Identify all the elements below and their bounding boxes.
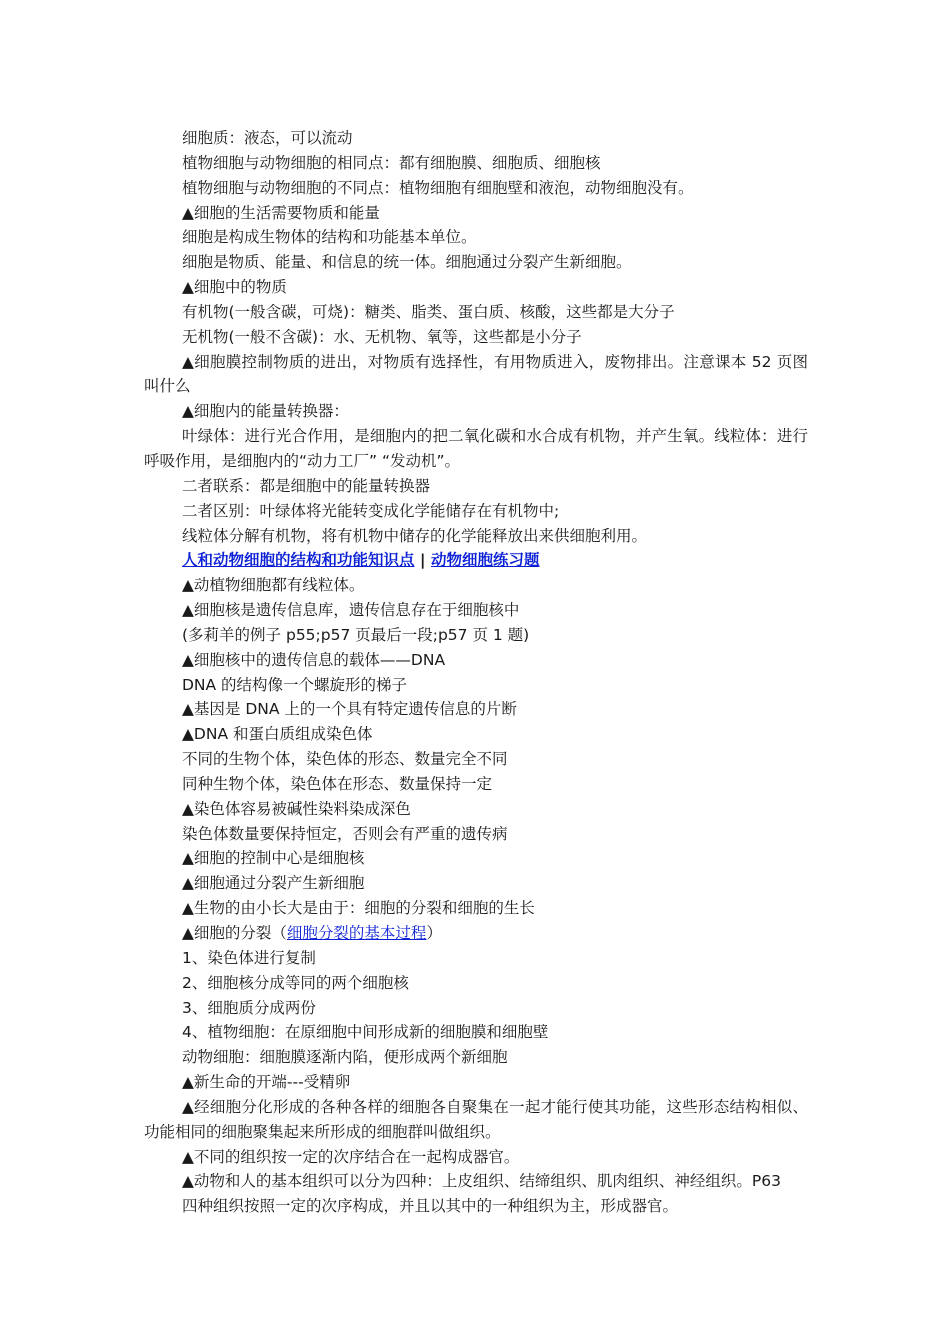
text-line: 线粒体分解有机物，将有机物中储存的化学能释放出来供细胞利用。 (182, 526, 648, 545)
exercises-link[interactable]: 动物细胞练习题 (430, 551, 540, 570)
bullet-heading: ▲细胞的生活需要物质和能量 (182, 203, 380, 222)
knowledge-points-link[interactable]: 人和动物细胞的结构和功能知识点 (182, 551, 415, 570)
bullet-heading: ▲动植物细胞都有线粒体。 (182, 576, 365, 595)
bullet-heading: ▲细胞内的能量转换器： (182, 402, 349, 421)
bullet-heading: ▲不同的组织按一定的次序结合在一起构成器官。 (182, 1147, 520, 1166)
bullet-heading: ▲基因是 DNA 上的一个具有特定遗传信息的片断 (182, 700, 517, 719)
bullet-heading: ▲细胞核中的遗传信息的载体——DNA (182, 650, 446, 669)
bullet-heading: ▲细胞的控制中心是细胞核 (182, 849, 365, 868)
link-separator: | (414, 551, 431, 570)
cell-division-process-link[interactable]: 细胞分裂的基本过程 (286, 924, 427, 942)
bullet-heading: ▲生物的由小长大是由于：细胞的分裂和细胞的生长 (182, 899, 535, 918)
text-line: 二者区别：叶绿体将光能转变成化学能储存在有机物中; (182, 501, 560, 520)
text-line: (多莉羊的例子 p55;p57 页最后一段;p57 页 1 题) (182, 625, 530, 644)
bullet-heading-with-link (144, 921, 808, 946)
text-line: 四种组织按照一定的次序构成，并且以其中的一种组织为主，形成器官。 (182, 1197, 679, 1216)
bullet-heading: ▲细胞核是遗传信息库，遗传信息存在于细胞核中 (182, 601, 520, 620)
text-line: 细胞质：液态，可以流动 (182, 129, 353, 147)
text-paragraph: ▲经细胞分化形成的各种各样的细胞各自聚集在一起才能行使其功能，这些形态结构相似、功能相同的细胞聚集起来所形成的细胞群叫做组织。 (144, 1097, 808, 1141)
text-line: 二者联系：都是细胞中的能量转换器 (182, 476, 431, 495)
text-line: 植物细胞与动物细胞的不同点：植物细胞有细胞壁和液泡，动物细胞没有。 (182, 178, 694, 197)
text-line: 染色体数量要保持恒定，否则会有严重的遗传病 (182, 824, 508, 843)
bullet-heading: ▲动物和人的基本组织可以分为四种：上皮组织、结缔组织、肌肉组织、神经组织。P63 (182, 1172, 781, 1191)
text-line: 同种生物个体，染色体在形态、数量保持一定 (182, 774, 493, 793)
text-line: DNA 的结构像一个螺旋形的梯子 (182, 675, 408, 694)
list-item: 3、细胞质分成两份 (182, 998, 316, 1017)
text-paragraph: ▲细胞膜控制物质的进出，对物质有选择性，有用物质进入，废物排出。注意课本 52 页图叫什么 (144, 352, 808, 396)
list-item: 2、细胞核分成等同的两个细胞核 (182, 973, 409, 992)
bullet-heading: ▲新生命的开端---受精卵 (182, 1073, 351, 1092)
bullet-heading: ▲DNA 和蛋白质组成染色体 (182, 725, 373, 744)
text-line: 细胞是物质、能量、和信息的统一体。细胞通过分裂产生新细胞。 (182, 253, 632, 272)
bullet-heading: ▲细胞中的物质 (182, 278, 287, 297)
list-item: 1、染色体进行复制 (182, 948, 316, 967)
text-line: 无机物(一般不含碳)：水、无机物、氧等，这些都是小分子 (182, 327, 582, 346)
related-links (144, 548, 808, 573)
text-line: 有机物(一般含碳，可烧)：糖类、脂类、蛋白质、核酸，这些都是大分子 (182, 302, 675, 321)
document-body (144, 126, 808, 1219)
bullet-heading: ▲染色体容易被碱性染料染成深色 (182, 799, 411, 818)
list-item: 4、植物细胞：在原细胞中间形成新的细胞膜和细胞壁 (182, 1023, 549, 1042)
bullet-heading: ▲细胞通过分裂产生新细胞 (182, 874, 365, 893)
text-line: 动物细胞：细胞膜逐渐内陷，便形成两个新细胞 (182, 1048, 508, 1067)
text-line: 植物细胞与动物细胞的相同点：都有细胞膜、细胞质、细胞核 (182, 153, 601, 172)
text-fragment: ） (426, 924, 442, 942)
text-paragraph: 叶绿体：进行光合作用，是细胞内的把二氧化碳和水合成有机物，并产生氧。线粒体：进行呼吸作用，是细胞内的“动力工厂” “发动机”。 (144, 427, 808, 470)
text-line: 细胞是构成生物体的结构和功能基本单位。 (182, 228, 477, 247)
text-line: 不同的生物个体，染色体的形态、数量完全不同 (182, 750, 508, 769)
text-fragment: ▲细胞的分裂（ (182, 924, 287, 942)
